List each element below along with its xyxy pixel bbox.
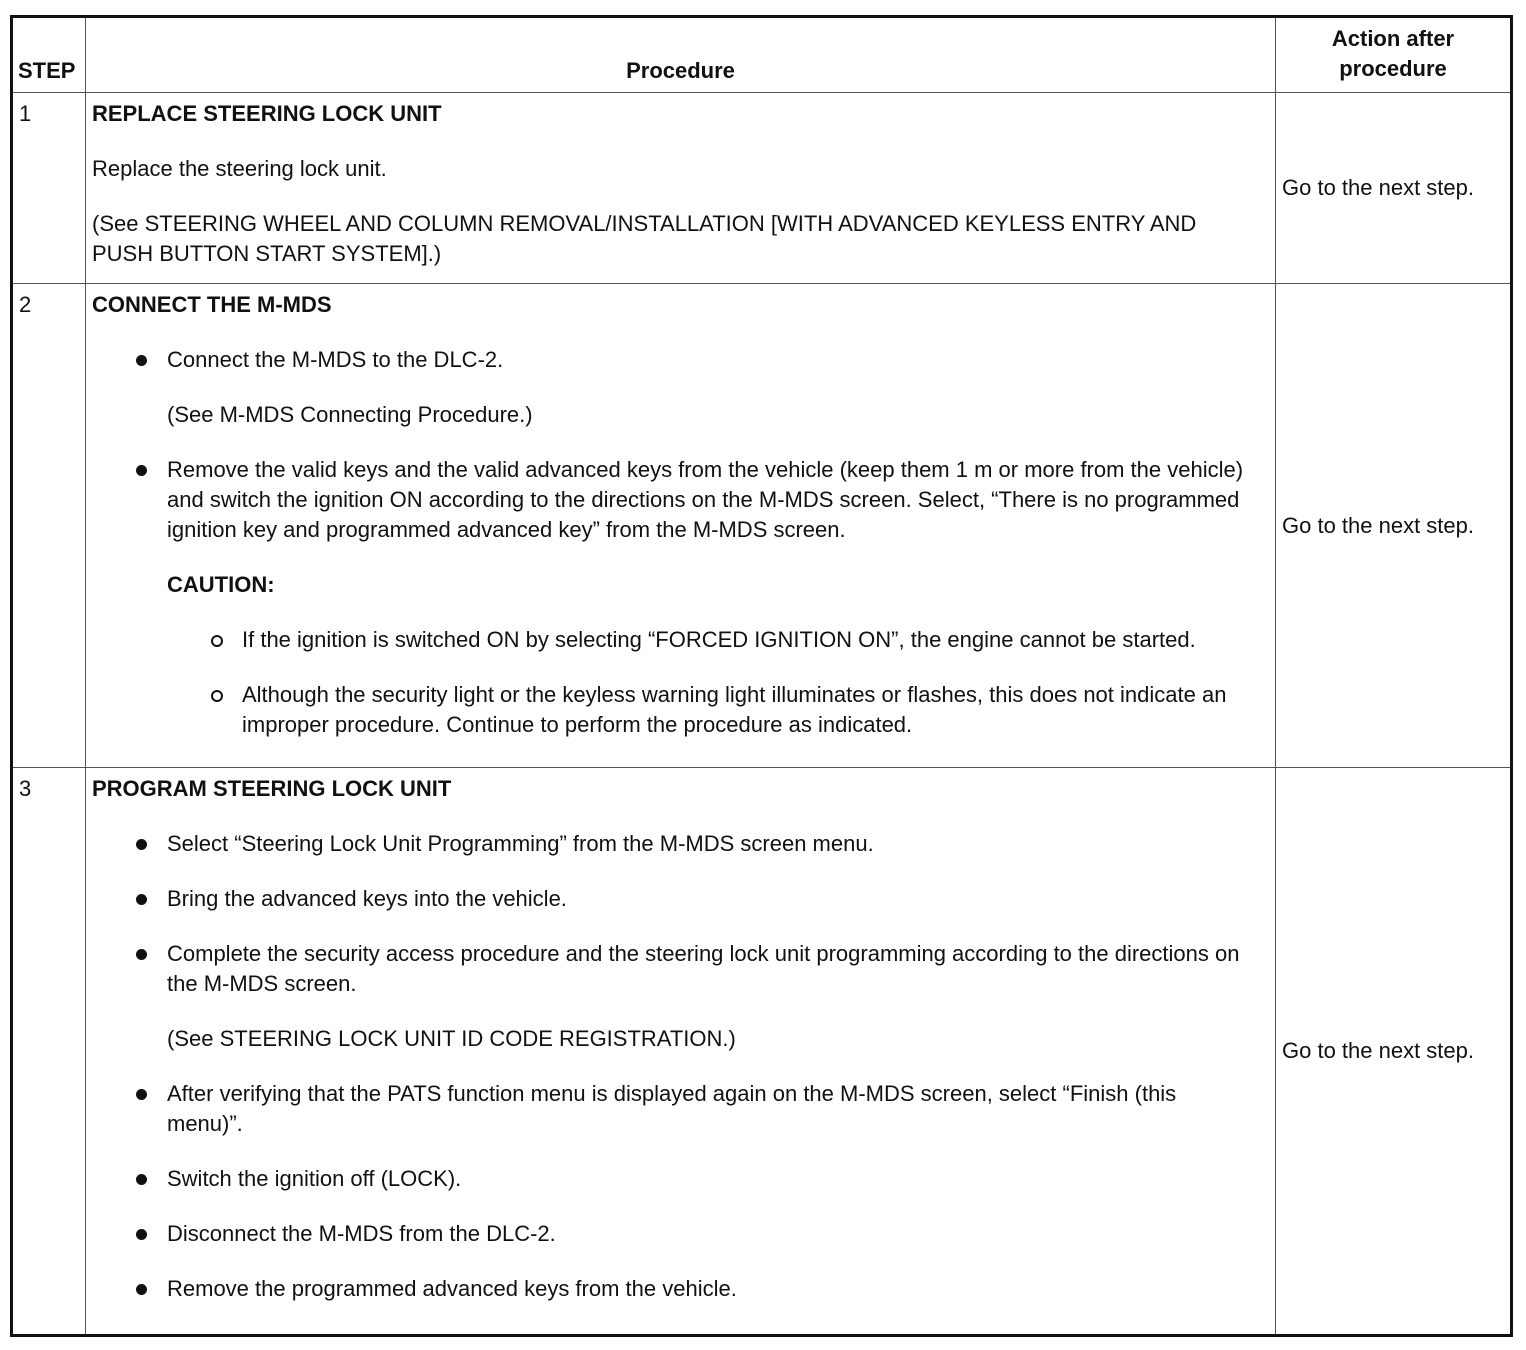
- bullet-icon: [136, 355, 147, 366]
- reference-text: (See STEERING WHEEL AND COLUMN REMOVAL/INSTALLATION [WITH ADVANCED KEYLESS ENTRY AND PUSH BUTTON START SYSTEM].): [92, 211, 1197, 267]
- circle-bullet-icon: [211, 690, 223, 702]
- bullet-list: [92, 455, 1255, 545]
- circle-bullet-icon: [211, 635, 223, 647]
- caution-item: [92, 625, 1255, 655]
- step-header: STEP: [12, 17, 86, 93]
- list-item: [92, 1274, 1255, 1304]
- step-row-2: [12, 284, 1512, 768]
- bullet-icon: [136, 465, 147, 476]
- bullet-icon: [136, 1229, 147, 1240]
- bullet-list: [92, 1079, 1255, 1304]
- bullet-icon: [136, 949, 147, 960]
- list-item: [92, 1079, 1255, 1139]
- list-item: [92, 1219, 1255, 1249]
- step-number: 1: [12, 93, 86, 284]
- list-item-text: After verifying that the PATS function menu is displayed again on the M-MDS screen, select “Finish (this menu)”.: [167, 1080, 1177, 1136]
- list-item-text: Remove the programmed advanced keys from the vehicle.: [167, 1275, 737, 1301]
- procedure-table: [10, 15, 1513, 1337]
- list-item-text: Select “Steering Lock Unit Programming” from the M-MDS screen menu.: [167, 830, 874, 856]
- bullet-icon: [136, 1089, 147, 1100]
- caution-text: If the ignition is switched ON by selecting “FORCED IGNITION ON”, the engine cannot be started.: [242, 627, 1196, 653]
- reference-text: (See STEERING LOCK UNIT ID CODE REGISTRATION.): [167, 1025, 736, 1051]
- procedure-text: Replace the steering lock unit.: [92, 156, 387, 182]
- list-item: [92, 829, 1255, 859]
- step-title: PROGRAM STEERING LOCK UNIT: [92, 775, 452, 801]
- list-item-text: Remove the valid keys and the valid advanced keys from the vehicle (keep them 1 m or more from the vehicle) and switch the ignition ON according to the directions on the M-MDS screen. Select, “There is no programmed ignition key and programmed advanced key” from the M-MDS screen.: [167, 457, 1244, 543]
- reference-text: (See M-MDS Connecting Procedure.): [167, 402, 533, 428]
- action-cell: Go to the next step.: [1276, 767, 1512, 1335]
- list-item: [92, 455, 1255, 545]
- list-item: [92, 939, 1255, 999]
- step-number: 2: [12, 284, 86, 768]
- caution-text: Although the security light or the keyless warning light illuminates or flashes, this does not indicate an improper procedure. Continue to perform the procedure as indicated.: [242, 682, 1227, 738]
- bullet-icon: [136, 1174, 147, 1185]
- list-item-text: Connect the M-MDS to the DLC-2.: [167, 347, 504, 373]
- step-title: CONNECT THE M-MDS: [92, 292, 332, 318]
- header-row: [12, 17, 1512, 93]
- list-item-text: Complete the security access procedure and the steering lock unit programming according to the directions on the M-MDS screen.: [167, 940, 1240, 996]
- caution-heading: CAUTION:: [167, 572, 275, 598]
- list-item-text: Bring the advanced keys into the vehicle.: [167, 885, 567, 911]
- caution-list: [92, 625, 1255, 740]
- bullet-icon: [136, 839, 147, 850]
- list-item-text: Disconnect the M-MDS from the DLC-2.: [167, 1220, 556, 1246]
- list-item: [92, 1164, 1255, 1194]
- action-cell: Go to the next step.: [1276, 284, 1512, 768]
- list-item-text: Switch the ignition off (LOCK).: [167, 1165, 462, 1191]
- action-cell: Go to the next step.: [1276, 93, 1512, 284]
- bullet-icon: [136, 1284, 147, 1295]
- action-header: Action after procedure: [1276, 17, 1512, 93]
- list-item: [92, 884, 1255, 914]
- procedure-cell: [86, 93, 1276, 284]
- procedure-header: Procedure: [86, 17, 1276, 93]
- caution-item: [92, 680, 1255, 740]
- procedure-cell: [86, 767, 1276, 1335]
- step-number: 3: [12, 767, 86, 1335]
- bullet-icon: [136, 894, 147, 905]
- step-row-1: [12, 93, 1512, 284]
- step-row-3: [12, 767, 1512, 1335]
- list-item: [92, 345, 1255, 375]
- bullet-list: [92, 345, 1255, 375]
- bullet-list: [92, 829, 1255, 999]
- step-title: REPLACE STEERING LOCK UNIT: [92, 101, 442, 127]
- procedure-cell: [86, 284, 1276, 768]
